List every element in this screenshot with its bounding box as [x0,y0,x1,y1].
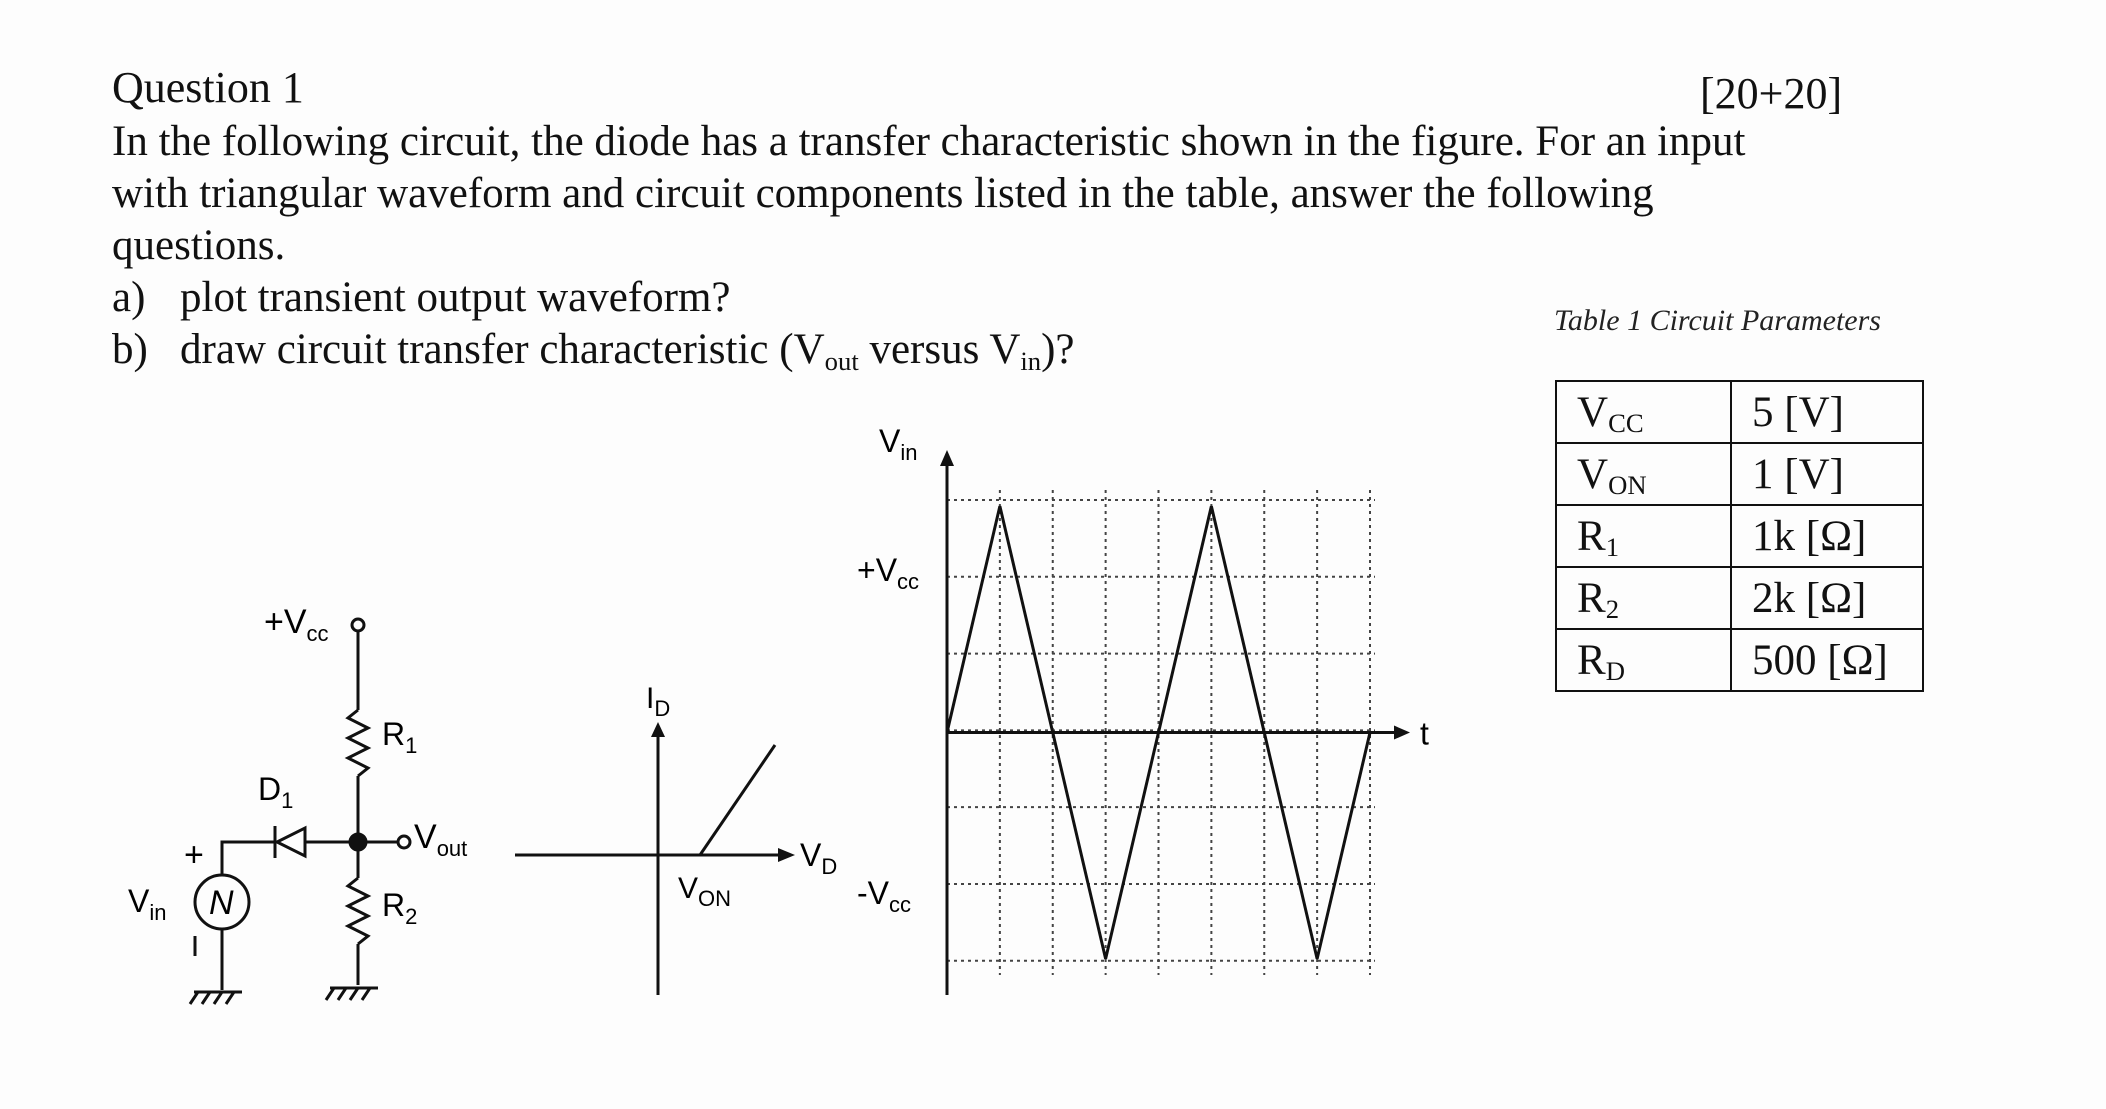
vd-axis-arrow-icon [778,848,795,862]
vout-terminal [398,836,410,848]
input-waveform-chart [857,423,1429,995]
param-value: 2k [Ω] [1731,567,1923,629]
param-subscript: ON [1608,470,1647,501]
vin-label: $V_{in}$ [128,883,167,925]
resistor-r1 [348,710,368,776]
ground-icon [190,992,242,1004]
y-tick-label: $-V_{cc}$ [857,875,911,918]
param-value: 1k [Ω] [1731,505,1923,567]
y-tick-label: $+V_{cc}$ [857,551,920,594]
plus-label: + [184,836,204,874]
id-label: $I_D$ [646,682,671,721]
param-value: 1 [V] [1731,443,1923,505]
param-value: 5 [V] [1731,381,1923,443]
param-symbol: V [1577,388,1609,436]
item-sub: in [1020,345,1042,376]
item-text: )? [1041,326,1075,373]
y-axis-arrow-icon [940,450,954,466]
d1-label: $D_1$ [258,771,294,813]
vout-label: $V_{out}$ [414,818,468,861]
source-symbol: N [209,884,234,922]
diode-characteristic-plot [515,735,780,995]
x-axis-arrow-icon [1394,726,1410,740]
von-label: $V_{ON}$ [678,872,732,911]
param-subscript: CC [1608,408,1644,439]
param-symbol: V [1577,450,1609,498]
circuit-diagram [190,619,410,1004]
question-intro: In the following circuit, the diode has a transfer characteristic shown in the figure. For an input with triangular waveform and circuit components listed in the table, answer the following questions. [112,118,1746,269]
y-axis-label: $V_{in}$ [879,423,918,465]
r1-label: $R_1$ [382,716,418,758]
r2-label: $R_2$ [382,887,418,929]
diode-d1-icon [277,828,305,856]
param-subscript: D [1605,656,1625,687]
item-label: b) [112,326,148,373]
id-axis-arrow-icon [651,722,665,737]
item-text: draw circuit transfer characteristic (V [180,326,825,373]
table-caption: Table 1 Circuit Parameters [1554,304,1881,337]
item-label: a) [112,274,146,321]
param-subscript: 1 [1605,532,1620,563]
param-value: 500 [Ω] [1731,629,1923,691]
wire-diode-source [222,842,275,875]
resistor-r2 [348,878,368,944]
question-title: Question 1 [112,63,304,112]
vd-label: $V_D$ [800,837,838,879]
ground-icon [326,988,378,1000]
item-sub: out [824,345,859,376]
diode-curve [700,745,775,855]
vcc-label: $+V_{cc}$ [264,603,329,646]
question-marks: [20+20] [1700,69,1843,118]
param-symbol: R [1577,636,1606,684]
param-subscript: 2 [1605,594,1620,625]
param-symbol: R [1577,512,1606,560]
vcc-terminal [352,619,364,631]
item-text: plot transient output waveform? [180,274,731,321]
param-symbol: R [1577,574,1606,622]
x-axis-label: t [1420,715,1429,752]
item-text: versus V [858,326,1021,373]
